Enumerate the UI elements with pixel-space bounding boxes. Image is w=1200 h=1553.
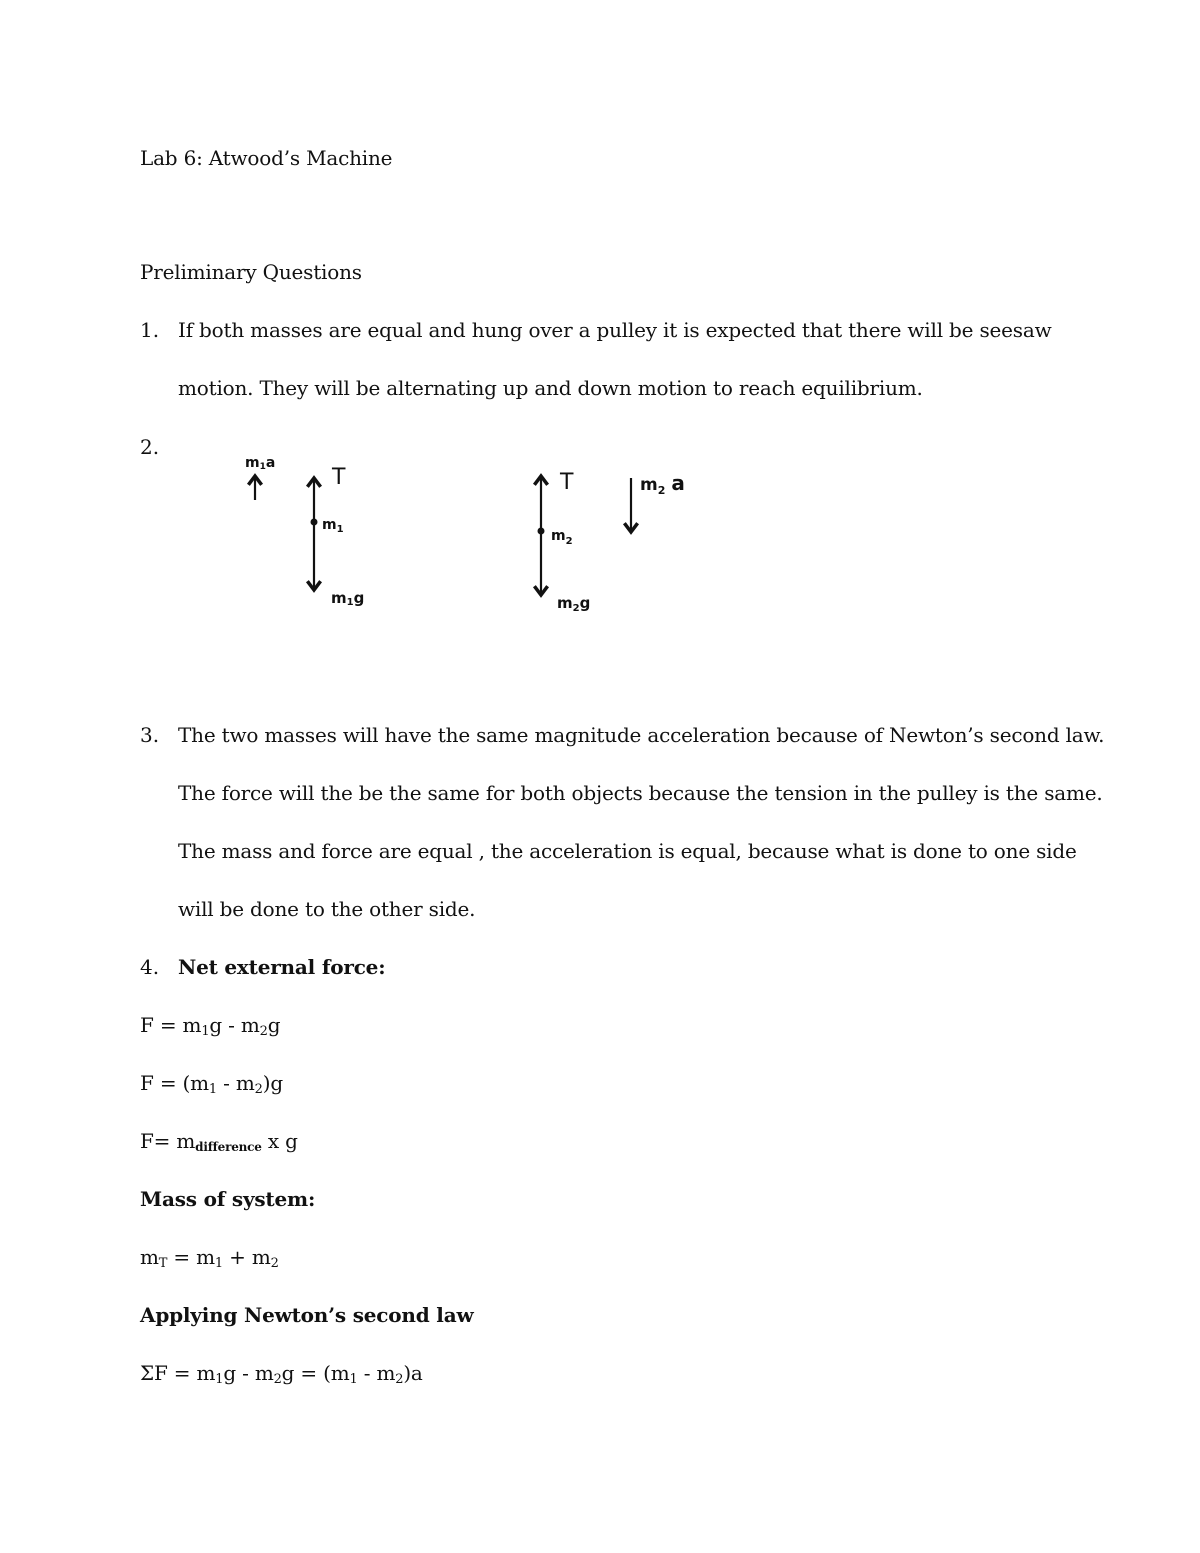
fbd2-mass-point <box>538 528 545 535</box>
fbd1-tension-label: T <box>332 465 346 490</box>
fbd-mass-1 <box>245 455 364 608</box>
q3-line-3: The mass and force are equal , the acceleration is equal, because what is done to one side <box>178 839 1077 863</box>
q1-line-2: motion. They will be alternating up and down motion to reach equilibrium. <box>178 376 923 400</box>
q4-number: 4. <box>140 955 160 979</box>
equation-total-mass: $m_T = m_1 + m_2$ <box>140 1245 279 1271</box>
equation-newton-second-law: $\Sigma F = m_1g - m_2g = (m_1 - m_2)a$ <box>140 1361 423 1387</box>
q3-line-1: The two masses will have the same magnitude acceleration because of Newton’s second law. <box>178 723 1105 747</box>
fbd1-mass-label: $m_1$ <box>322 517 344 535</box>
q4-heading: Net external force: <box>178 955 386 979</box>
equation-net-force-3: $F= m_{difference}$ x g <box>140 1129 298 1154</box>
equation-net-force-1: $F = m_1g - m_2g$ <box>140 1013 281 1039</box>
section-heading: Preliminary Questions <box>140 260 362 284</box>
q3-line-4: will be done to the other side. <box>178 897 476 921</box>
equation-net-force-2: $F = (m_1 - m_2)g$ <box>140 1071 283 1097</box>
newton-law-heading: Applying Newton’s second law <box>140 1303 474 1327</box>
fbd-mass-2 <box>538 470 685 614</box>
fbd1-mass-point <box>311 519 318 526</box>
document-title: Lab 6: Atwood’s Machine <box>140 146 393 170</box>
q1-number: 1. <box>140 318 160 342</box>
fbd2-tension-label: T <box>560 470 574 495</box>
q3-line-2: The force will the be the same for both objects because the tension in the pulley is the same. <box>178 781 1103 805</box>
q3-number: 3. <box>140 723 160 747</box>
q1-line-1: If both masses are equal and hung over a pulley it is expected that there will be seesaw <box>178 318 1052 342</box>
fbd2-accel-label: $m_2$ a <box>640 471 685 497</box>
mass-heading: Mass of system: <box>140 1187 316 1211</box>
fbd1-weight-label: m1g <box>331 589 365 608</box>
fbd2-mass-label: $m_2$ <box>551 528 573 547</box>
q2-number: 2. <box>140 435 160 459</box>
fbd1-accel-label: m1a <box>245 455 276 472</box>
fbd2-weight-label: $m_2g$ <box>557 594 591 614</box>
